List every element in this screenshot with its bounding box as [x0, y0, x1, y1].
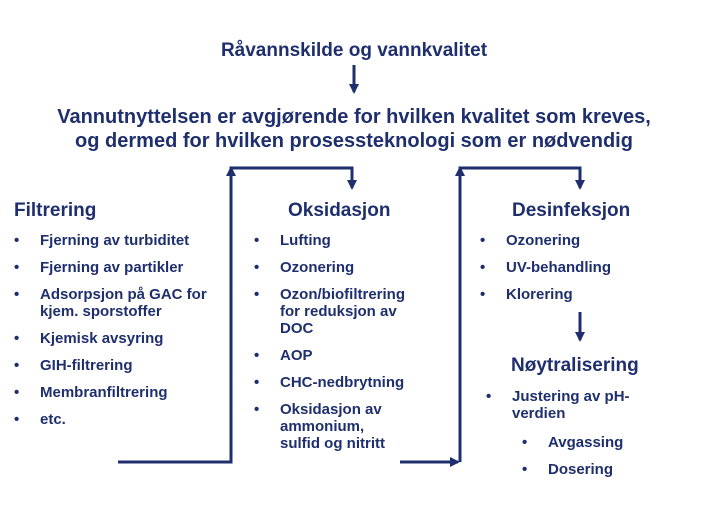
list-item: • UV-behandling: [476, 259, 676, 276]
list-item: • Dosering: [518, 461, 678, 478]
list-item: • Klorering: [476, 286, 676, 303]
subtitle-line-2: og dermed for hvilken prosessteknologi som er nødvendig: [75, 130, 633, 152]
heading-noytralisering: Nøytralisering: [511, 355, 639, 376]
list-item: • Kjemisk avsyring: [10, 330, 225, 347]
list-item: • Adsorpsjon på GAC for kjem. sporstoffer: [10, 286, 225, 320]
list-item: • Ozonering: [476, 232, 676, 249]
list-item: • Avgassing: [518, 434, 678, 451]
heading-oksidasjon: Oksidasjon: [288, 200, 391, 221]
diagram-title: Råvannskilde og vannkvalitet: [220, 40, 488, 61]
list-item: • Lufting: [250, 232, 430, 249]
list-item: • Fjerning av partikler: [10, 259, 225, 276]
subtitle-line-1: Vannutnyttelsen er avgjørende for hvilken kvalitet som kreves,: [57, 106, 651, 128]
list-item: • Ozon/biofiltrering for reduksjon av DOC: [250, 286, 410, 337]
list-noytralisering-sub: [518, 434, 678, 488]
list-item: • Justering av pH-verdien: [482, 388, 652, 422]
list-item: • etc.: [10, 411, 225, 428]
heading-filtrering: Filtrering: [14, 200, 97, 221]
list-filtrering: [10, 232, 225, 438]
list-item: • Oksidasjon av ammonium, sulfid og nitritt: [250, 401, 405, 452]
list-item: • CHC-nedbrytning: [250, 374, 430, 391]
list-item: • Fjerning av turbiditet: [10, 232, 225, 249]
arrow-into-oksidasjon: [237, 168, 352, 188]
list-item: • AOP: [250, 347, 430, 364]
heading-desinfeksjon: Desinfeksjon: [512, 200, 631, 221]
list-noytralisering: [482, 388, 702, 432]
list-item: • Ozonering: [250, 259, 430, 276]
list-item: • GIH-filtrering: [10, 357, 225, 374]
list-item: • Membranfiltrering: [10, 384, 225, 401]
list-oksidasjon: [250, 232, 430, 462]
list-desinfeksjon: [476, 232, 676, 313]
